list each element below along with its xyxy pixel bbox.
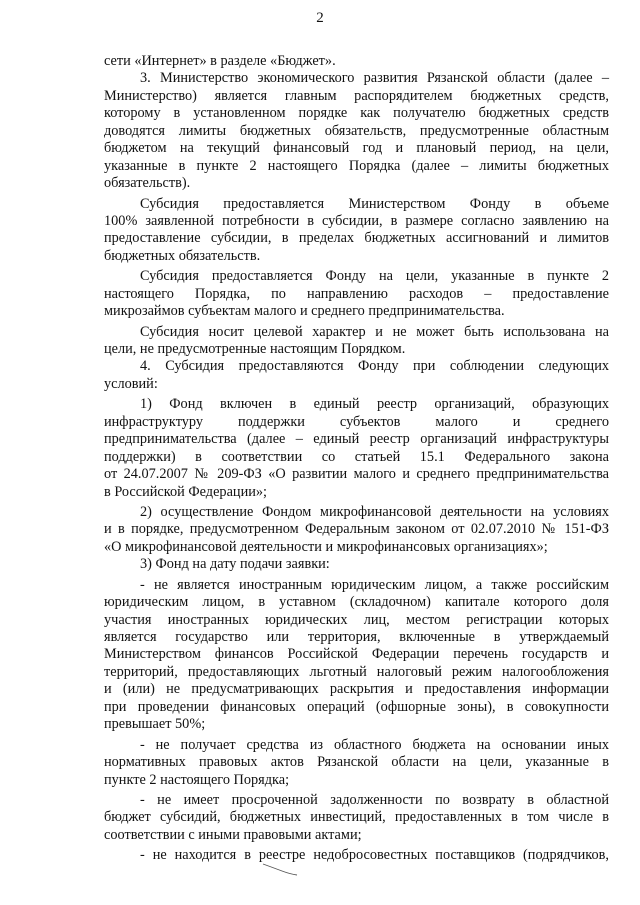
text-line: 4. Субсидия предоставляются Фонду при соблюдении следующих bbox=[140, 358, 609, 375]
text-line: Субсидия предоставляется Министерством Фонду в объеме bbox=[140, 195, 609, 212]
text-line: предпринимательства (далее – единый реестр организаций инфраструктуры bbox=[104, 431, 609, 448]
text-line: Министерство) является главным распорядителем бюджетных средств, bbox=[104, 87, 609, 104]
text-line: которому в установленном порядке как получателю бюджетных средств bbox=[104, 105, 609, 122]
text-line: 1) Фонд включен в единый реестр организаций, образующих bbox=[140, 396, 609, 413]
text-line: участия иностранных юридических лиц, местом регистрации которых bbox=[104, 611, 609, 628]
text-line: 3) Фонд на дату подачи заявки: bbox=[140, 556, 330, 573]
text-line: бюджет субсидий, бюджетных инвестиций, предоставленных в том числе в bbox=[104, 809, 609, 826]
text-line: инфраструктуру поддержки субъектов малого и среднего bbox=[104, 413, 609, 430]
text-line: Субсидия носит целевой характер и не может быть использована на bbox=[140, 323, 609, 340]
text-line: бюджетом на текущий финансовый год и плановый период, на цели, bbox=[104, 140, 609, 157]
text-line: микрозаймов субъектам малого и среднего предпринимательства. bbox=[104, 303, 505, 320]
text-line: является государство или территория, включенные в утверждаемый bbox=[104, 629, 609, 645]
text-line: 2) осуществление Фондом микрофинансовой деятельности на условиях bbox=[140, 503, 609, 520]
text-line: Субсидия предоставляется Фонду на цели, указанные в пункте 2 bbox=[140, 268, 609, 285]
text-line: и в порядке, предусмотренном Федеральным законом от 02.07.2010 № 151-ФЗ bbox=[104, 521, 609, 538]
text-line: в Российской Федерации»; bbox=[104, 483, 267, 500]
pen-mark bbox=[262, 862, 298, 876]
text-line: нормативных правовых актов Рязанской области на цели, указанные в bbox=[104, 754, 609, 771]
text-line: бюджетных обязательств. bbox=[104, 247, 261, 264]
text-line: - не получает средства из областного бюджета на основании иных bbox=[140, 736, 609, 753]
text-line: территорий, предоставляющих льготный налоговый режим налогообложения bbox=[104, 663, 609, 680]
text-line: и (или) не предусматривающих раскрытия и предоставления информации bbox=[104, 681, 609, 698]
text-line: юридическим лицом, в уставном (складочном) капитале которого доля bbox=[104, 594, 609, 611]
text-line: указанные в пункте 2 настоящего Порядка (далее – лимиты бюджетных bbox=[104, 157, 609, 174]
text-line: - не имеет просроченной задолженности по возврату в областной bbox=[140, 791, 609, 808]
text-line: превышает 50%; bbox=[104, 716, 206, 733]
text-line: предоставление субсидии, в пределах бюджетных ассигнований и лимитов bbox=[104, 230, 609, 247]
text-line: доводятся лимиты бюджетных обязательств, предусмотренные областным bbox=[104, 122, 609, 139]
text-line: - не находится в реестре недобросовестных поставщиков (подрядчиков, bbox=[140, 847, 609, 864]
text-line: от 24.07.2007 № 209-ФЗ «О развитии малого и среднего предпринимательства bbox=[104, 466, 609, 483]
document-body bbox=[104, 53, 609, 865]
text-line: поддержки) в соответствии со статьей 15.1 Федерального закона bbox=[104, 448, 609, 465]
text-line: цели, не предусмотренные настоящим Порядком. bbox=[104, 341, 406, 357]
text-line: условий: bbox=[104, 375, 158, 392]
text-line: 3. Министерство экономического развития Рязанской области (далее – bbox=[140, 70, 609, 87]
text-line: Министерством финансов Российской Федерации перечень государств и bbox=[104, 646, 609, 663]
page-number: 2 bbox=[316, 10, 324, 26]
text-line: «О микрофинансовой деятельности и микрофинансовых организациях»; bbox=[104, 538, 548, 555]
text-line: соответствии с иными правовыми актами; bbox=[104, 826, 362, 843]
text-line: при проведении финансовых операций (офшорные зоны), в совокупности bbox=[104, 698, 609, 715]
text-line: пункте 2 настоящего Порядка; bbox=[104, 771, 290, 788]
text-line: сети «Интернет» в разделе «Бюджет». bbox=[104, 53, 336, 69]
text-line: обязательств). bbox=[104, 175, 191, 192]
text-line: настоящего Порядка, по направлению расходов – предоставление bbox=[104, 285, 609, 302]
text-line: - не является иностранным юридическим лицом, а также российским bbox=[140, 576, 609, 593]
text-line: 100% заявленной потребности в субсидии, в размере согласно заявлению на bbox=[104, 212, 609, 229]
